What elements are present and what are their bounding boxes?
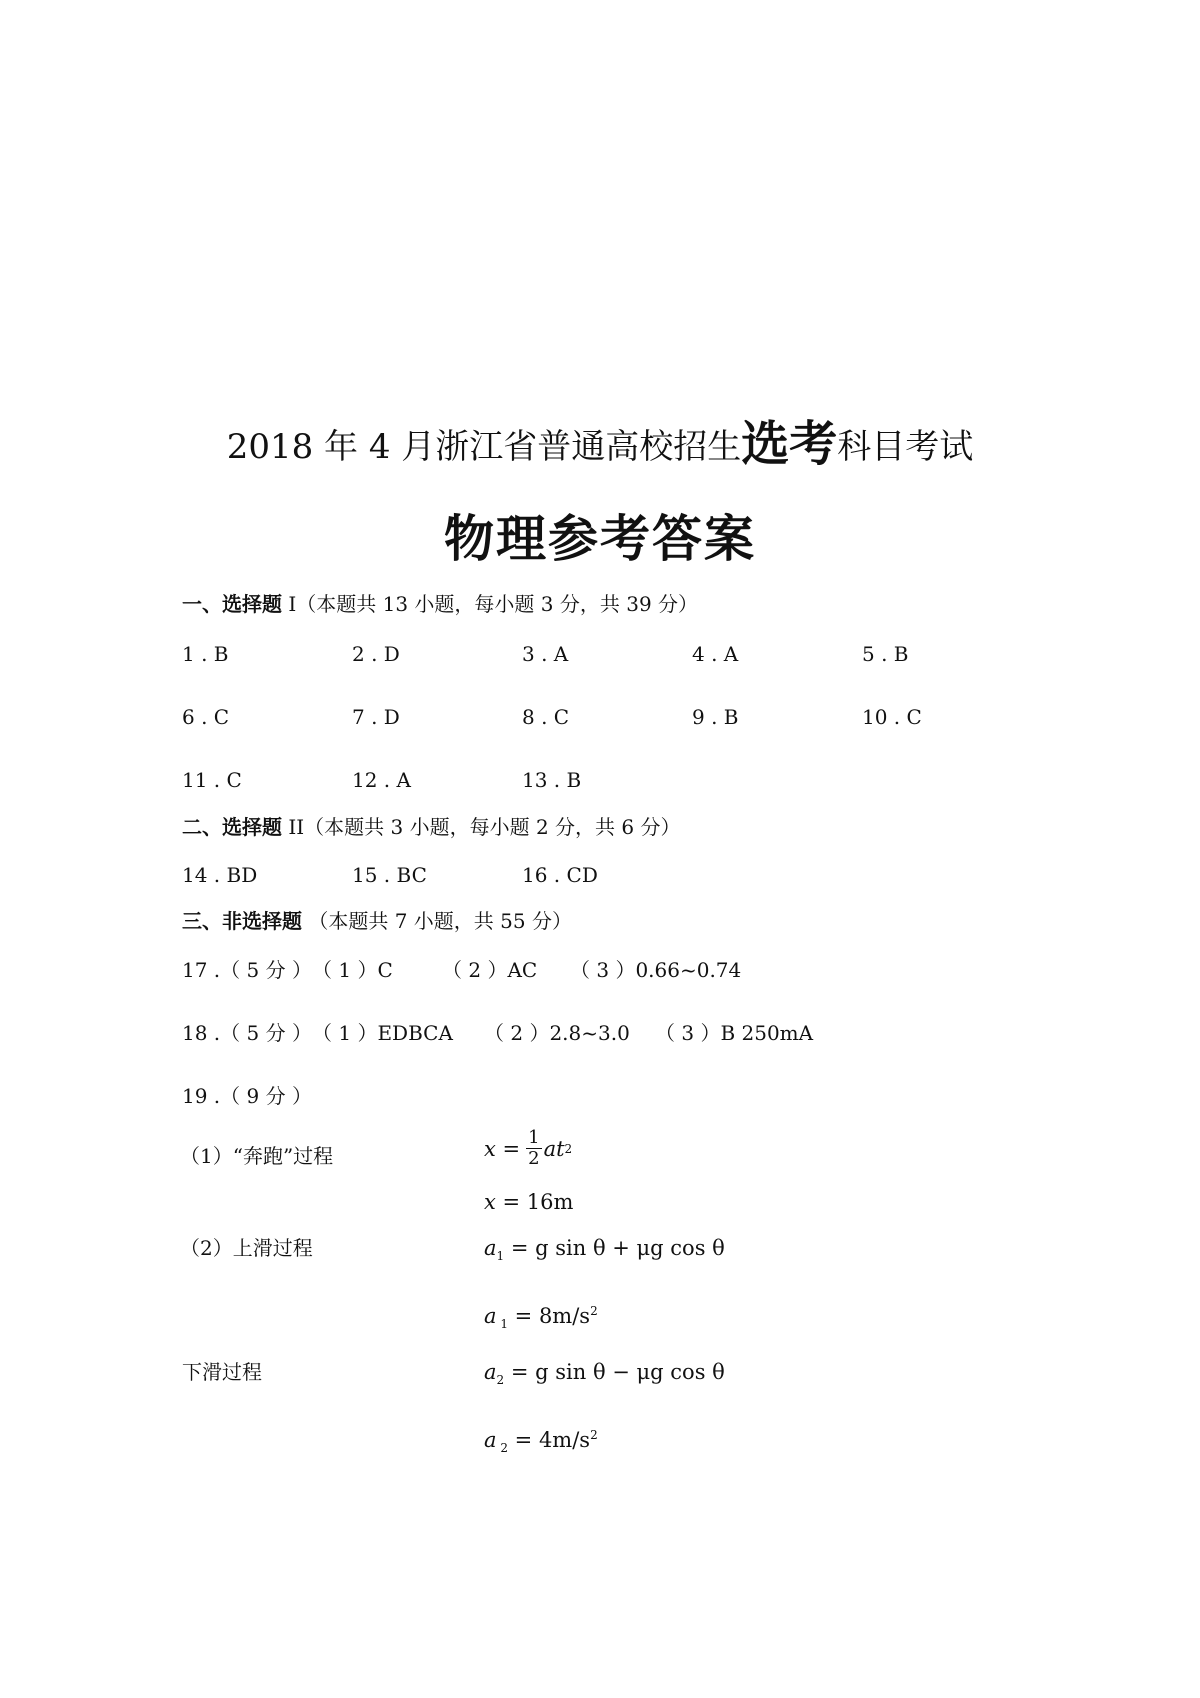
answer-item: 16 . CD (522, 863, 598, 887)
title-emphasis: 选考 (741, 416, 838, 472)
section-1-name: 一、选择题 (182, 592, 282, 616)
q19-run-label: （1）“奔跑”过程 (180, 1144, 334, 1168)
equation-a1-value-text: = 8m/s (514, 1304, 591, 1328)
answer-item: 3 . A (522, 642, 569, 666)
q17-part-2: （ 2 ）AC (442, 958, 538, 982)
q18-part-1: （ 1 ）EDBCA (312, 1021, 453, 1045)
answer-item: 14 . BD (182, 863, 258, 887)
answer-item: 7 . D (352, 705, 400, 729)
document-title (0, 416, 1200, 472)
equation-a2-formula: $a_2 = g$ sin θ − μg cos θ (484, 1360, 725, 1388)
fraction-half (526, 1128, 541, 1169)
equation-x-value-text: = 16m (502, 1190, 574, 1214)
section-2-name: 二、选择题 (182, 815, 282, 839)
section-3-heading (182, 907, 572, 935)
q17-head: 17 .（ 5 分 ） (182, 958, 312, 982)
answer-item: 9 . B (692, 705, 739, 729)
section-1-desc: I（本题共 13 小题，每小题 3 分，共 39 分） (282, 592, 699, 616)
answer-item: 4 . A (692, 642, 739, 666)
answer-item: 13 . B (522, 768, 582, 792)
title-prefix: 2018 年 4 月浙江省普通高校招生 (226, 427, 742, 467)
document-subtitle: 物理参考答案 (444, 510, 756, 568)
section-3-name: 三、非选择题 (182, 909, 302, 933)
answer-item: 1 . B (182, 642, 229, 666)
q17-part-1: （ 1 ）C (312, 958, 393, 982)
fraction-denominator: 2 (528, 1148, 540, 1169)
q17-part-3: （ 3 ）0.66~0.74 (570, 958, 742, 982)
equation-a2-value-text: = 4m/s (514, 1428, 591, 1452)
q19-head: 19 .（ 9 分 ） (182, 1084, 312, 1108)
q18-head: 18 .（ 5 分 ） (182, 1021, 312, 1045)
equation-a2-value: a $_2 = 4m/s^2$ (484, 1428, 598, 1456)
q19-down-label: 下滑过程 (182, 1360, 262, 1384)
equation-a1-formula: $a_1 = g$ sin θ + μg cos θ (484, 1236, 725, 1264)
equation-x-value: x = 16m (484, 1190, 574, 1214)
answer-item: 10 . C (862, 705, 922, 729)
section-3-desc: （本题共 7 小题，共 55 分） (302, 909, 572, 933)
equation-x-formula: x = $\frac{1}{2}$ at 2 (484, 1127, 573, 1169)
fraction-numerator: 1 (528, 1127, 540, 1148)
answer-item: 8 . C (522, 705, 570, 729)
equation-a1-value: a $_1 = 8m/s^2$ (484, 1304, 598, 1332)
section-1-heading (182, 590, 698, 618)
section-2-heading (182, 813, 680, 841)
answer-item: 5 . B (862, 642, 909, 666)
answer-item: 15 . BC (352, 863, 427, 887)
answer-item: 2 . D (352, 642, 400, 666)
section-2-desc: II（本题共 3 小题，每小题 2 分，共 6 分） (282, 815, 681, 839)
q18-part-3: （ 3 ）B 250mA (655, 1021, 814, 1045)
equation-x-lhs: x (484, 1136, 496, 1161)
equation-a1-text: = g sin θ + μg cos θ (510, 1236, 725, 1260)
answer-item: 6 . C (182, 705, 230, 729)
equation-x-rhs: at (543, 1136, 565, 1161)
title-suffix: 科目考试 (837, 427, 974, 467)
equation-a2-text: = g sin θ − μg cos θ (510, 1360, 725, 1384)
answer-item: 11 . C (182, 768, 242, 792)
q19-up-label: （2）上滑过程 (180, 1236, 313, 1260)
q18-part-2: （ 2 ）2.8~3.0 (484, 1021, 630, 1045)
answer-item: 12 . A (352, 768, 411, 792)
